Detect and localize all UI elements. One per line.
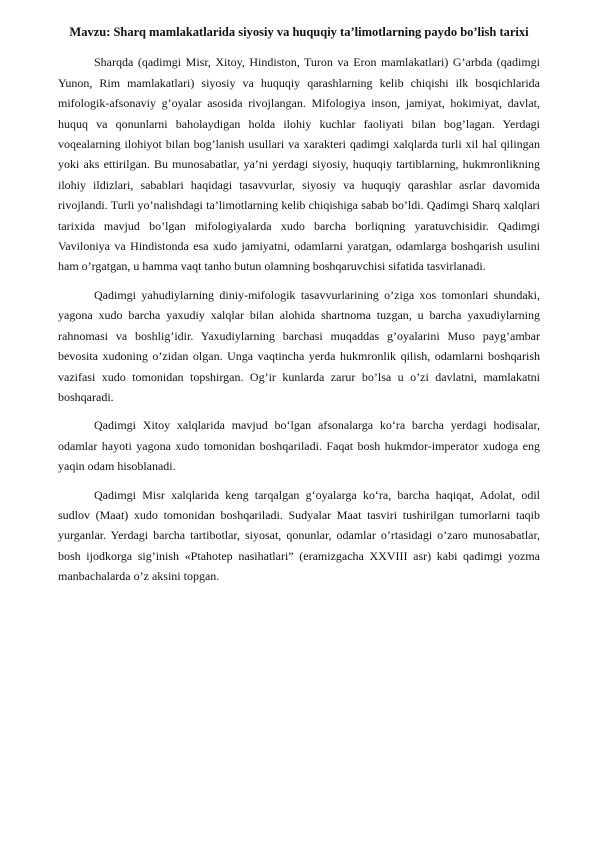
paragraph: Qadimgi Xitoy xalqlarida mavjud bo‘lgan afsonalarga ko‘ra barcha yerdagi hodisalar, odamlar hayoti yagona xudo tomonidan boshqariladi. Faqat bosh hukmdor-imperator xudoga eng yaqin odam hisoblanadi. xyxy=(58,418,540,474)
document-page xyxy=(58,22,540,595)
paragraph: Qadimgi Misr xalqlarida keng tarqalgan g‘oyalarga ko‘ra, barcha haqiqat, Adolat, odil sudlov (Maat) xudo tomonidan boshqariladi. Sudyalar Maat tasviri tushirilgan tumorlarni taqib yurganlar. Yerdagi barcha tartibotlar, siyosat, qonunlar, odamlar o’rtasidagi o’zaro munosabatlar, bosh ijodkorga sig’inish «Ptahotep nasihatlari” (eramizgacha XXVIII asr) kabi qadimgi yozma manbachalarda o’z aksini topgan. xyxy=(58,487,540,584)
paragraph: Qadimgi yahudiylarning diniy-mifologik tasavvurlarining o’ziga xos tomonlari shundaki, yagona xudo barcha yaxudiy xalqlar bilan alohida shartnoma tuzgan, u barcha yaxudiylarning rahnomasi va boshlig’idir. Yaxudiylarning barchasi muqaddas g’oyalarini Muso payg’ambar bevosita xudoning o’zidan olgan. Unga vaqtincha yerda hukmronlik qilish, odamlarni boshqarish vazifasi xudo tomonidan topshirgan. Og’ir kunlarda zarur bo’lsa u o’zi davlatni, mamlakatni boshqaradi. xyxy=(58,287,540,404)
paragraph: Sharqda (qadimgi Misr, Xitoy, Hindiston, Turon va Eron mamlakatlari) G’arbda (qadimgi Yunon, Rim mamlakatlari) siyosiy va huquqiy qarashlarning kelib chiqishi ilk bosqichlarida mifologik-afsonaviy g’oyalar asosida rivojlangan. Mifologiya inson, jamiyat, hokimiyat, davlat, huquq va qonunlarni baholaydigan holda ilohiy kuchlar faoliyati bilan bog’lagan. Yerdagi voqealarning ilohiyot bilan bog’lanish usullari va xarakteri qadimgi xalqlarda turli xil hal qilingan yoki aks ettirilgan. Bu munosabatlar, ya’ni yerdagi siyosiy, huquqiy tartiblarning, hukmronlikning ilohiy ildizlari, sabablari haqidagi tasavvurlar, siyosiy va huquqiy qarashlar asrlar davomida rivojlandi. Turli yo’nalishdagi ta’limotlarning kelib chiqishiga sabab bo’ldi. Qadimgi Sharq xalqlari tarixida mavjud bo’lgan mifologiyalarda xudo barcha borliqning yaratuvchisidir. Qadimgi Vaviloniya va Hindistonda esa xudo jamiyatni, odamlarni yaratgan, odamlarga boshqarish usulini ham o’rgatgan, u hamma vaqt tanho butun olamning boshqaruvchisi sifatida tasvirlanadi. xyxy=(58,55,540,274)
document-title: Mavzu: Sharq mamlakatlarida siyosiy va huquqiy ta’limotlarning paydo bo’lish tarixi xyxy=(69,25,529,39)
